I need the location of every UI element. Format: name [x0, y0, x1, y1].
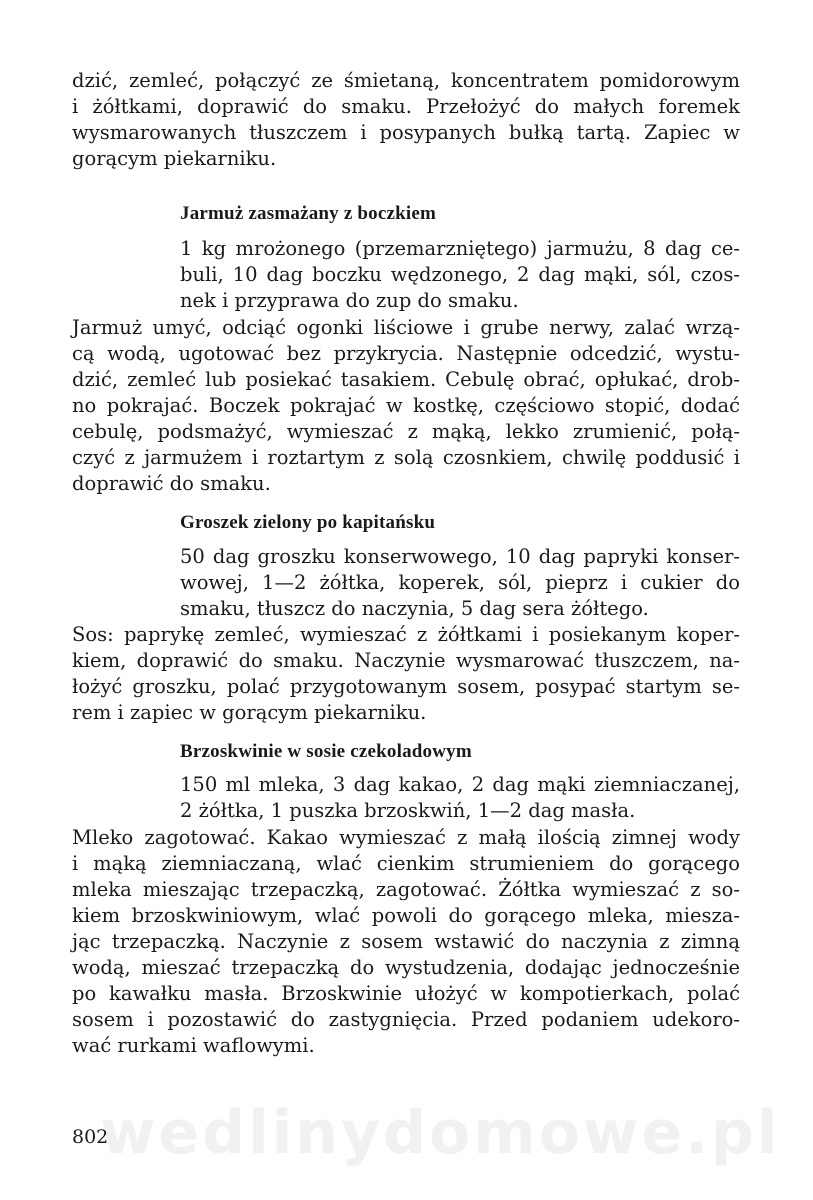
text-line: cą wodą, ugotować bez przykrycia. Następnie odcedzić, wystu- [72, 342, 740, 365]
text-line: kiem brzoskwiniowym, wlać powoli do gorącego mleka, miesza- [72, 904, 740, 927]
text-line: wać rurkami waflowymi. [72, 1034, 315, 1057]
text-line: jąc trzepaczką. Naczynie z sosem wstawić do naczynia z zimną [72, 930, 740, 953]
text-line: Sos: paprykę zemleć, wymieszać z żółtkami i posiekanym koper- [72, 623, 740, 646]
watermark: wedlinydomowe.pl [100, 1098, 781, 1168]
text-line: wysmarowanych tłuszczem i posypanych bułką tartą. Zapiec w [72, 121, 740, 144]
recipe-method [72, 622, 740, 726]
text-line: mleka mieszając trzepaczką, zagotować. Żółtka wymieszać z so- [72, 878, 740, 901]
text-line: Mleko zagotować. Kakao wymieszać z małą ilością zimnej wody [72, 826, 740, 849]
text-line: nek i przyprawa do zup do smaku. [180, 289, 519, 312]
text-line: 150 ml mleka, 3 dag kakao, 2 dag mąki ziemniaczanej, [180, 773, 740, 796]
text-line: Jarmuż umyć, odciąć ogonki liściowe i grube nerwy, zalać wrzą- [72, 316, 740, 339]
text-line: 1 kg mrożonego (przemarzniętego) jarmużu, 8 dag ce- [180, 237, 740, 260]
text-line: buli, 10 dag boczku wędzonego, 2 dag mąki, sól, czos- [180, 263, 740, 286]
text-line: 50 dag groszku konserwowego, 10 dag papryki konser- [180, 545, 740, 568]
recipe-ingredients [180, 236, 740, 314]
text-line: dzić, zemleć, połączyć ze śmietaną, koncentratem pomidorowym [72, 69, 740, 92]
text-line: gorącym piekarniku. [72, 147, 277, 170]
text-line: 2 żółtka, 1 puszka brzoskwiń, 1—2 dag masła. [180, 799, 636, 822]
text-line: kiem, doprawić do smaku. Naczynie wysmarować tłuszczem, na- [72, 649, 740, 672]
recipe-ingredients [180, 544, 740, 622]
text-line: wodą, mieszać trzepaczką do wystudzenia, dodając jednocześnie [72, 956, 740, 979]
text-line: doprawić do smaku. [72, 472, 271, 495]
text-line: łożyć groszku, polać przygotowanym sosem, posypać startym se- [72, 675, 740, 698]
recipe-title: Brzoskwinie w sosie czekoladowym [180, 741, 472, 762]
text-line: po kawałku masła. Brzoskwinie ułożyć w kompotierkach, polać [72, 982, 740, 1005]
recipe-ingredients [180, 772, 740, 824]
text-line: no pokrajać. Boczek pokrajać w kostkę, częściowo stopić, dodać [72, 394, 740, 417]
recipe-method [72, 315, 740, 497]
text-line: wowej, 1—2 żółtka, koperek, sól, pieprz i cukier do [180, 571, 740, 594]
page-number: 802 [72, 1126, 109, 1148]
text-line: i mąką ziemniaczaną, wlać cienkim strumieniem do gorącego [72, 852, 740, 875]
recipe-title: Groszek zielony po kapitańsku [180, 512, 436, 533]
recipe-title: Jarmuż zasmażany z boczkiem [180, 203, 437, 224]
text-line: sosem i pozostawić do zastygnięcia. Przed podaniem udekoro- [72, 1008, 740, 1031]
text-line: cebulę, podsmażyć, wymieszać z mąką, lekko zrumienić, połą- [72, 420, 740, 443]
text-line: i żółtkami, doprawić do smaku. Przełożyć do małych foremek [72, 95, 740, 118]
text-line: dzić, zemleć lub posiekać tasakiem. Cebulę obrać, opłukać, drob- [72, 368, 740, 391]
intro-paragraph [72, 68, 740, 172]
text-line: rem i zapiec w gorącym piekarniku. [72, 701, 427, 724]
text-line: smaku, tłuszcz do naczynia, 5 dag sera żółtego. [180, 597, 649, 620]
recipe-method [72, 825, 740, 1059]
text-line: czyć z jarmużem i roztartym z solą czosnkiem, chwilę poddusić i [72, 446, 740, 469]
